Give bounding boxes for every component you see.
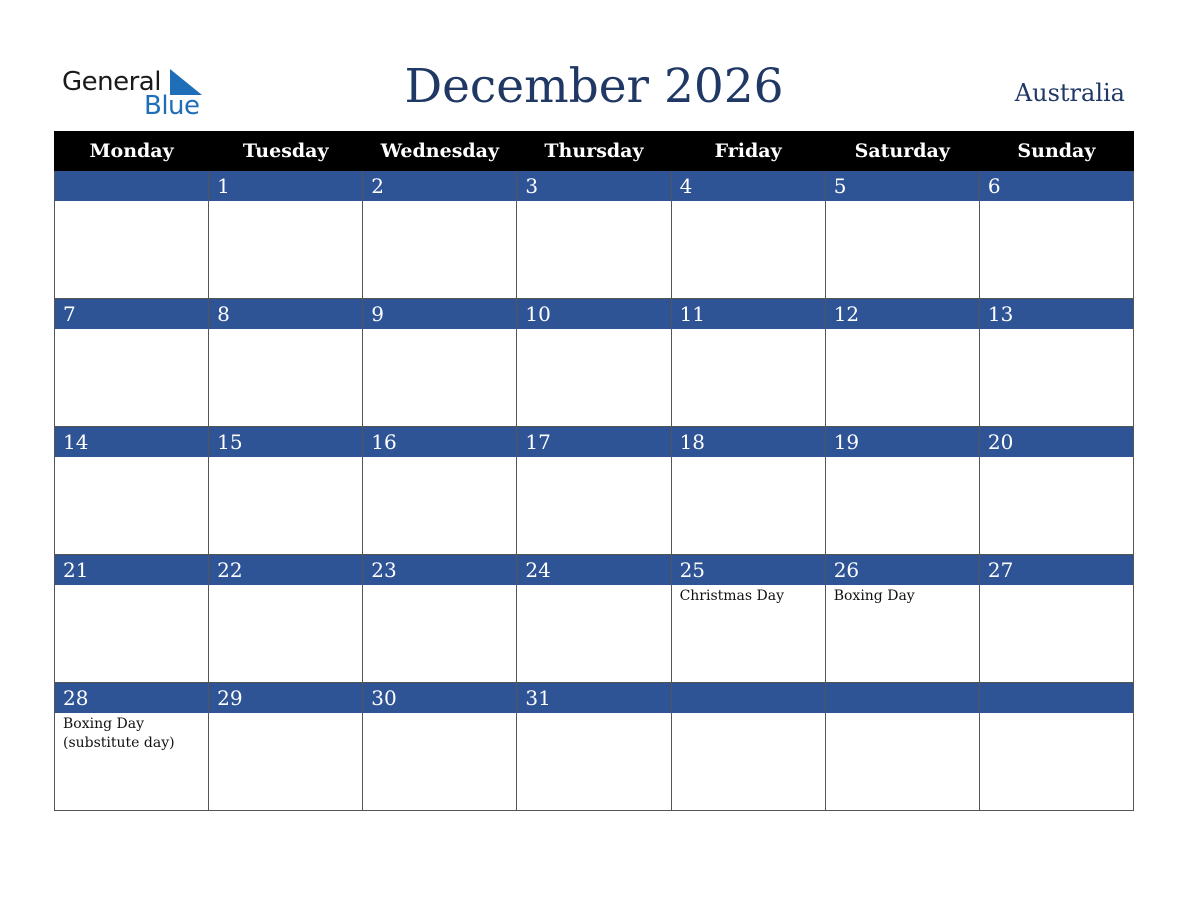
day-cell (209, 427, 363, 555)
day-number: 8 (209, 299, 362, 329)
holiday-label (980, 713, 1133, 715)
day-cell (979, 171, 1133, 299)
day-number: 6 (980, 171, 1133, 201)
day-cell (517, 555, 671, 683)
day-number: 1 (209, 171, 362, 201)
day-cell (363, 299, 517, 427)
page-title: December 2026 (404, 59, 784, 114)
weekday-header: Friday (671, 132, 825, 171)
day-number: 28 (55, 683, 208, 713)
day-number: 9 (363, 299, 516, 329)
week-row (55, 299, 1134, 427)
day-cell (671, 299, 825, 427)
weekday-header: Saturday (825, 132, 979, 171)
day-number (55, 171, 208, 201)
day-number: 16 (363, 427, 516, 457)
week-row (55, 171, 1134, 299)
holiday-label (517, 713, 670, 715)
day-number: 13 (980, 299, 1133, 329)
day-cell (979, 427, 1133, 555)
day-number: 30 (363, 683, 516, 713)
day-cell (209, 555, 363, 683)
day-number: 23 (363, 555, 516, 585)
holiday-label (517, 457, 670, 459)
day-cell (671, 427, 825, 555)
holiday-label (826, 457, 979, 459)
holiday-label (826, 329, 979, 331)
day-number: 21 (55, 555, 208, 585)
calendar-grid (54, 131, 1134, 811)
day-cell (671, 683, 825, 811)
day-number: 4 (672, 171, 825, 201)
weekday-header: Sunday (979, 132, 1133, 171)
holiday-label (209, 713, 362, 715)
day-cell (363, 427, 517, 555)
day-number (980, 683, 1133, 713)
day-cell (825, 427, 979, 555)
weekday-header: Tuesday (209, 132, 363, 171)
holiday-label (363, 329, 516, 331)
weekday-header: Thursday (517, 132, 671, 171)
day-number: 31 (517, 683, 670, 713)
holiday-label (672, 457, 825, 459)
day-number: 10 (517, 299, 670, 329)
holiday-label (55, 457, 208, 459)
day-number (826, 683, 979, 713)
holiday-label (672, 713, 825, 715)
day-cell (825, 683, 979, 811)
day-number: 20 (980, 427, 1133, 457)
day-cell (979, 683, 1133, 811)
day-cell (363, 683, 517, 811)
day-cell (55, 683, 209, 811)
weekday-header: Wednesday (363, 132, 517, 171)
day-number: 2 (363, 171, 516, 201)
day-number: 7 (55, 299, 208, 329)
day-number: 25 (672, 555, 825, 585)
day-cell (363, 555, 517, 683)
holiday-label (55, 585, 208, 587)
day-cell (671, 171, 825, 299)
day-cell (517, 427, 671, 555)
week-row (55, 683, 1134, 811)
day-number: 5 (826, 171, 979, 201)
day-number: 11 (672, 299, 825, 329)
holiday-label (363, 457, 516, 459)
day-number: 19 (826, 427, 979, 457)
weekday-header-row (55, 132, 1134, 171)
logo-text-general: General (62, 67, 161, 97)
day-number: 15 (209, 427, 362, 457)
holiday-label (980, 585, 1133, 587)
day-cell (55, 299, 209, 427)
day-number: 18 (672, 427, 825, 457)
holiday-label (55, 329, 208, 331)
day-number (672, 683, 825, 713)
day-cell (209, 299, 363, 427)
day-number: 26 (826, 555, 979, 585)
day-cell (517, 171, 671, 299)
week-row (55, 427, 1134, 555)
day-cell (209, 171, 363, 299)
holiday-label: Boxing Day (substitute day) (63, 716, 175, 751)
holiday-label (209, 201, 362, 203)
country-label: Australia (1014, 79, 1125, 107)
holiday-label (980, 457, 1133, 459)
holiday-label (980, 201, 1133, 203)
day-number: 29 (209, 683, 362, 713)
holiday-label (209, 329, 362, 331)
day-cell (55, 555, 209, 683)
logo-text-blue: Blue (144, 91, 200, 121)
day-cell (979, 555, 1133, 683)
holiday-label (517, 201, 670, 203)
holiday-label: Christmas Day (679, 588, 785, 604)
day-cell (517, 299, 671, 427)
holiday-label (363, 585, 516, 587)
day-cell (363, 171, 517, 299)
holiday-label (517, 329, 670, 331)
weekday-header: Monday (55, 132, 209, 171)
holiday-label (209, 457, 362, 459)
holiday-label (209, 585, 362, 587)
week-row (55, 555, 1134, 683)
day-cell (209, 683, 363, 811)
day-number: 24 (517, 555, 670, 585)
day-cell (825, 299, 979, 427)
day-cell (55, 171, 209, 299)
holiday-label (55, 201, 208, 203)
day-number: 14 (55, 427, 208, 457)
holiday-label: Boxing Day (833, 588, 915, 604)
day-cell (825, 171, 979, 299)
holiday-label (363, 201, 516, 203)
day-number: 22 (209, 555, 362, 585)
holiday-label (517, 585, 670, 587)
holiday-label (363, 713, 516, 715)
holiday-label (672, 329, 825, 331)
day-cell (825, 555, 979, 683)
day-cell (55, 427, 209, 555)
holiday-label (826, 713, 979, 715)
day-cell (517, 683, 671, 811)
day-cell (671, 555, 825, 683)
day-number: 12 (826, 299, 979, 329)
day-number: 27 (980, 555, 1133, 585)
holiday-label (826, 201, 979, 203)
holiday-label (980, 329, 1133, 331)
day-number: 17 (517, 427, 670, 457)
day-cell (979, 299, 1133, 427)
day-number: 3 (517, 171, 670, 201)
holiday-label (672, 201, 825, 203)
